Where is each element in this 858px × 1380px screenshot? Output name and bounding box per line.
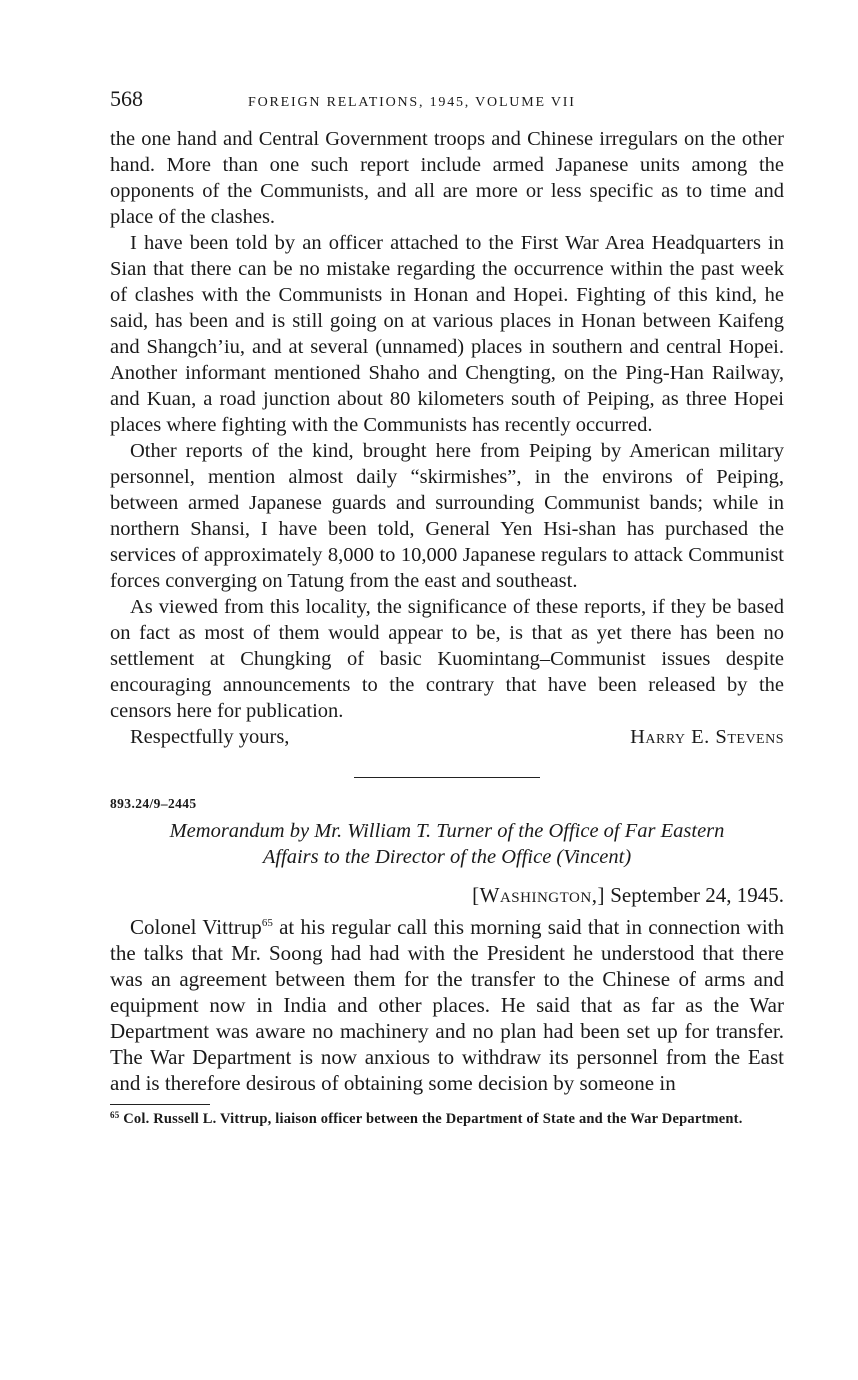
- memo-text-start: Colonel Vittrup: [130, 915, 262, 939]
- memo-text-rest: at his regular call this morning said that in connection with the talks that Mr. Soong had had with the President he understood that there was an agreement between them for the transfer to the Chinese of arms and equipment now in India and other places. He said that as far as the War Department was aware no machinery and no plan had been set up for transfer. The War Department is now anxious to withdraw its personnel from the East and is therefore desirous of obtaining some decision by someone in: [110, 915, 784, 1095]
- footnote-divider: [110, 1104, 210, 1105]
- letter-body: [110, 126, 784, 724]
- letter-closing: [110, 724, 784, 750]
- dateline: [110, 882, 784, 908]
- paragraph-4: As viewed from this locality, the significance of these reports, if they be based on fact as most of them would appear to be, is that as yet there has been no settlement at Chungking of basic Kuomintang–Communist issues despite encouraging announcements to the contrary that have been released by the censors here for publication.: [110, 596, 784, 722]
- dateline-place: [Washington,]: [472, 883, 605, 907]
- memo-title: [110, 818, 784, 870]
- memo-title-line-2: Affairs to the Director of the Office (Vincent): [262, 846, 632, 868]
- paragraph-3: Other reports of the kind, brought here from Peiping by American military personnel, mention almost daily “skirmishes”, in the environs of Peiping, between armed Japanese guards and surrounding Communist bands; while in northern Shansi, I have been told, General Yen Hsi-shan has purchased the services of approximately 8,000 to 10,000 Japanese regulars to attack Communist forces converging on Tatung from the east and southeast.: [110, 440, 784, 592]
- memo-paragraph: [110, 914, 784, 1096]
- footnote-reference: 65: [261, 917, 273, 929]
- footnote-number: 65: [110, 1110, 120, 1120]
- running-title: FOREIGN RELATIONS, 1945, VOLUME VII: [248, 95, 576, 110]
- memo-body: [110, 914, 784, 1096]
- complimentary-close: Respectfully yours,: [130, 726, 290, 748]
- page-number: 568: [110, 86, 143, 111]
- signature: Harry E. Stevens: [630, 726, 784, 748]
- page-header: [110, 86, 784, 126]
- footnote: [110, 1111, 784, 1128]
- file-number: 893.24/9–2445: [110, 796, 197, 811]
- dateline-date: September 24, 1945.: [610, 883, 784, 907]
- memo-title-line-1: Memorandum by Mr. William T. Turner of the Office of Far Eastern: [169, 820, 725, 842]
- section-divider: [354, 777, 540, 778]
- paragraph-2: I have been told by an officer attached to the First War Area Headquarters in Sian that there can be no mistake regarding the occurrence within the past week of clashes with the Communists in Honan and Hopei. Fighting of this kind, he said, has been and is still going on at various places in Honan between Kaifeng and Shangch’iu, and at several (unnamed) places in southern and central Hopei. Another informant mentioned Shaho and Chengting, on the Ping-Han Railway, and Kuan, a road junction about 80 kilometers south of Peiping, as three Hopei places where fighting with the Communists has recently occurred.: [110, 232, 784, 436]
- document-page: [110, 86, 784, 1128]
- paragraph-1: the one hand and Central Government troops and Chinese irregulars on the other hand. More than one such report include armed Japanese units among the opponents of the Communists, and all are more or less specific as to time and place of the clashes.: [110, 128, 784, 228]
- footnote-text: Col. Russell L. Vittrup, liaison officer between the Department of State and the War Department.: [123, 1111, 743, 1127]
